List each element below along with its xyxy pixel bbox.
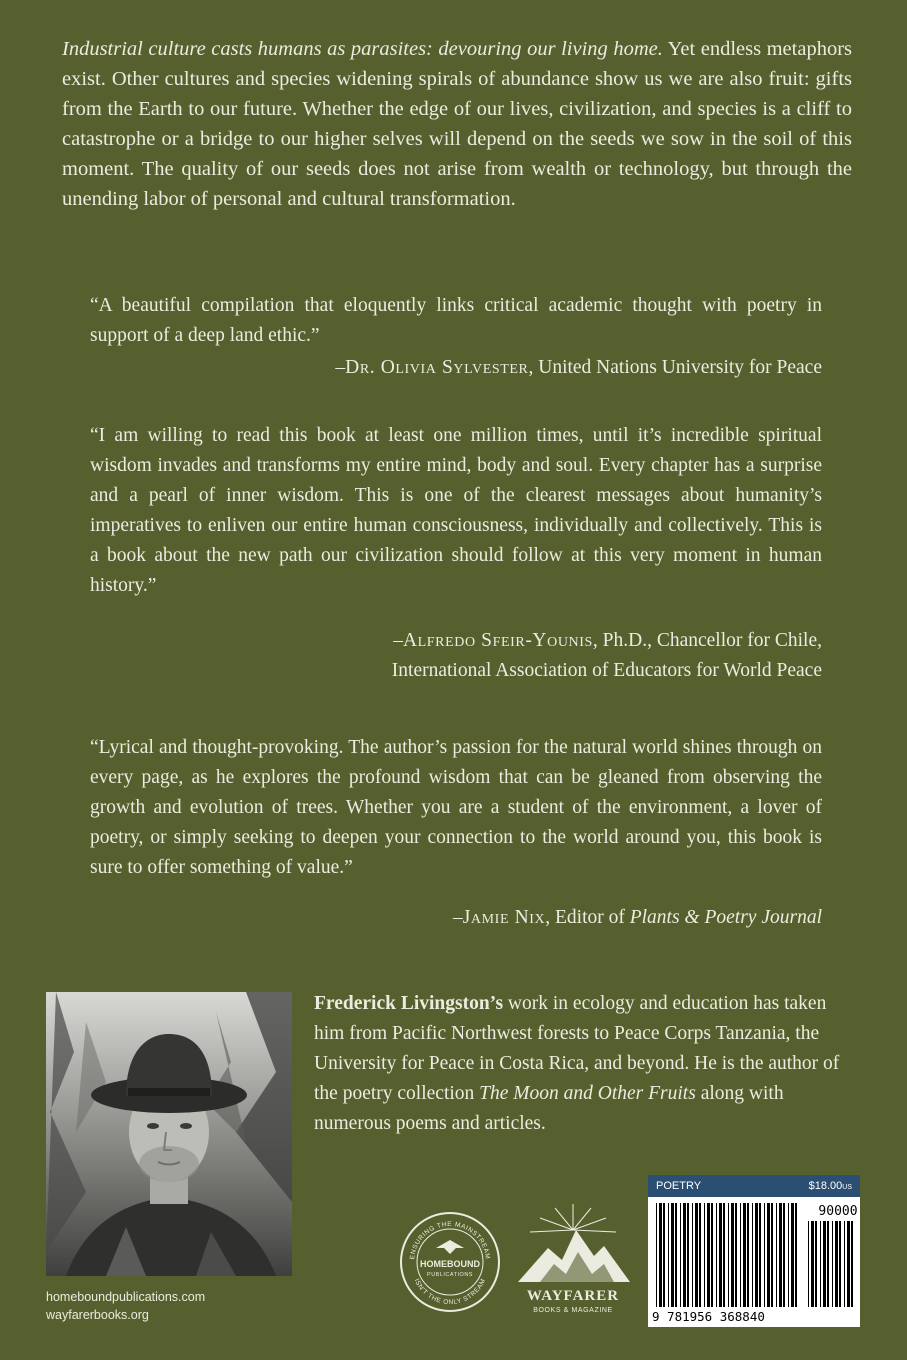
endorsement-attribution-1: –Dr. Olivia Sylvester, United Nations University for Peace xyxy=(335,357,822,378)
barcode-bar xyxy=(779,1203,782,1307)
barcode-bar xyxy=(659,1203,662,1307)
barcode-bar xyxy=(692,1203,693,1307)
barcode-bar xyxy=(759,1203,761,1307)
barcode-bar xyxy=(764,1203,765,1307)
barcode-bar xyxy=(728,1203,729,1307)
bird-icon xyxy=(436,1240,464,1254)
barcode-bar xyxy=(839,1221,841,1307)
barcode-bar xyxy=(716,1203,717,1307)
barcode-bar xyxy=(835,1221,838,1307)
barcode-bar xyxy=(699,1203,701,1307)
homebound-ring-top: ENSURING THE MAINSTREAM xyxy=(409,1220,491,1260)
barcode-bar xyxy=(827,1221,829,1307)
endorsement-affiliation-2: International Association of Educators for World Peace xyxy=(391,660,822,681)
barcode-bar xyxy=(808,1221,809,1307)
isbn-digits: 9 781956 368840 xyxy=(652,1309,765,1324)
barcode-bar xyxy=(687,1203,689,1307)
endorser-name: Dr. Olivia Sylvester xyxy=(345,357,529,378)
barcode-bar xyxy=(851,1221,853,1307)
barcode-bar xyxy=(847,1221,850,1307)
barcode-bar xyxy=(755,1203,758,1307)
homebound-sub: PUBLICATIONS xyxy=(427,1272,473,1278)
barcode-bar xyxy=(811,1221,814,1307)
author-bio: Frederick Livingston’s work in ecology and education has taken him from Pacific Northwest forests to Peace Corps Tanzania, the University for Peace in Costa Rica, and beyond. He is the author of the poetry collection The Moon and Other Fruits along with numerous poems and articles. xyxy=(314,993,840,1134)
barcode-bar xyxy=(752,1203,753,1307)
barcode-bar xyxy=(707,1203,710,1307)
book-price: $18.00US xyxy=(808,1180,852,1192)
barcode-bar xyxy=(776,1203,777,1307)
barcode-bar xyxy=(747,1203,749,1307)
barcode-bar xyxy=(820,1221,821,1307)
endorsement-quote-1: “A beautiful compilation that eloquently links critical academic thought with poetry in support of a deep land ethic.” xyxy=(90,295,822,346)
blurb xyxy=(62,34,852,214)
barcode-header xyxy=(648,1175,860,1197)
sunburst-icon xyxy=(530,1204,616,1232)
barcode-bar xyxy=(719,1203,722,1307)
barcode-bar xyxy=(663,1203,665,1307)
publisher-urls xyxy=(46,1288,205,1324)
barcode-graphic xyxy=(648,1197,860,1327)
homebound-name: HOMEBOUND xyxy=(420,1259,480,1269)
ean13-bars xyxy=(656,1203,797,1307)
barcode-bar xyxy=(656,1203,657,1307)
barcode-bar xyxy=(735,1203,737,1307)
barcode-bar xyxy=(788,1203,789,1307)
wayfarer-books-logo xyxy=(510,1200,636,1318)
price-code: 90000 xyxy=(818,1204,858,1219)
book-title: The Moon and Other Fruits xyxy=(479,1083,696,1104)
barcode-bar xyxy=(844,1221,845,1307)
barcode-bar xyxy=(815,1221,817,1307)
endorsement-attribution-3: –Jamie Nix, Editor of Plants & Poetry Journal xyxy=(452,907,822,928)
barcode-bar xyxy=(711,1203,713,1307)
endorsement-quote-3: “Lyrical and thought-provoking. The author’s passion for the natural world shines through on every page, as he explores the profound wisdom that can be gleaned from observing the growth and evolution of trees. Whether you are a student of the environment, a lover of poetry, or simply seeking to deepen your connection to the world around you, this book is sure to offer something of value.” xyxy=(90,737,822,878)
blurb-lead: Industrial culture casts humans as parasites: devouring our living home. xyxy=(62,38,663,60)
barcode-bar xyxy=(680,1203,681,1307)
endorser-name: Alfredo Sfeir-Younis xyxy=(402,630,593,651)
barcode-bar xyxy=(832,1221,833,1307)
url-homebound[interactable]: homeboundpublications.com xyxy=(46,1290,206,1304)
wayfarer-name: WAYFARER xyxy=(526,1288,620,1304)
endorsement-attribution-2: –Alfredo Sfeir-Younis, Ph.D., Chancellor for Chile, xyxy=(393,630,822,651)
author-name: Frederick Livingston’s xyxy=(314,993,504,1014)
isbn-barcode xyxy=(648,1175,860,1327)
endorsement-quote-2: “I am willing to read this book at least one million times, until it’s incredible spiritual wisdom invades and transforms my entire mind, body and soul. Every chapter has a surprise and a pearl of inner wisdom. This is one of the clearest messages about humanity’s imperatives to enliven our entire human consciousness, individually and collectively. This is a book about the new path our civilization should follow at this very moment in human history.” xyxy=(90,425,822,596)
homebound-ring-bottom: ISN'T THE ONLY STREAM xyxy=(412,1277,488,1307)
price-addon-bars xyxy=(808,1221,853,1307)
barcode-bar xyxy=(791,1203,794,1307)
barcode-bar xyxy=(740,1203,741,1307)
barcode-bar xyxy=(695,1203,698,1307)
barcode-bar xyxy=(743,1203,746,1307)
publication-title: Plants & Poetry Journal xyxy=(629,907,822,928)
wayfarer-sub: BOOKS & MAGAZINE xyxy=(533,1307,613,1314)
barcode-bar xyxy=(675,1203,677,1307)
homebound-publications-logo xyxy=(398,1210,502,1314)
barcode-bar xyxy=(723,1203,725,1307)
barcode-bar xyxy=(668,1203,669,1307)
barcode-bar xyxy=(683,1203,686,1307)
barcode-bar xyxy=(795,1203,797,1307)
book-category: POETRY xyxy=(656,1180,702,1192)
barcode-bar xyxy=(771,1203,773,1307)
barcode-bar xyxy=(704,1203,705,1307)
barcode-bar xyxy=(783,1203,785,1307)
author-photo xyxy=(46,992,292,1276)
url-wayfarer[interactable]: wayfarerbooks.org xyxy=(46,1308,149,1322)
author-portrait-illustration xyxy=(46,992,292,1276)
blurb-body: Yet endless metaphors exist. Other cultures and species widening spirals of abundance show us we are also fruit: gifts from the Earth to our future. Whether the edge of our lives, civilization, and species is a cliff to catastrophe or a bridge to our higher selves will depend on the seeds we sow in the soil of this moment. The quality of our seeds does not arise from wealth or technology, but through the unending labor of personal and cultural transformation. xyxy=(62,38,853,210)
endorser-name: Jamie Nix xyxy=(462,907,546,928)
barcode-bar xyxy=(767,1203,770,1307)
barcode-bar xyxy=(731,1203,734,1307)
barcode-bar xyxy=(671,1203,674,1307)
barcode-bar xyxy=(823,1221,826,1307)
